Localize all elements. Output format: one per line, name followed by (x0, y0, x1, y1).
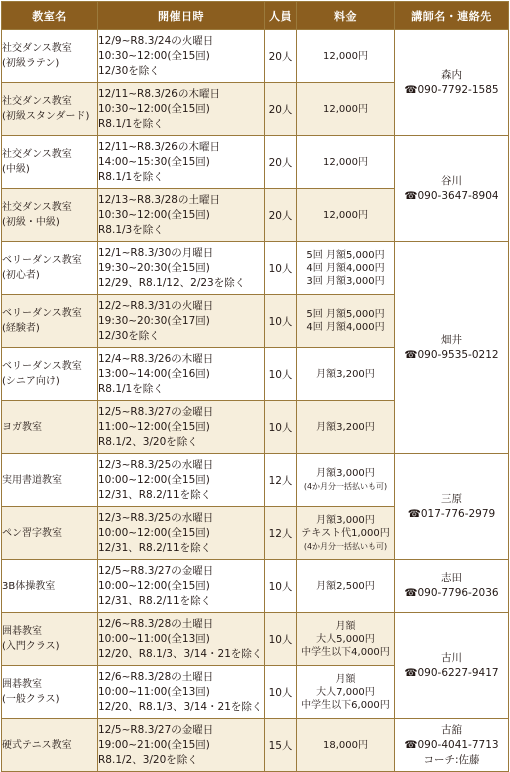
capacity-cell: 10人 (265, 401, 297, 454)
teacher-cell (395, 242, 509, 454)
schedule-line: 12/31、R8.2/11を除く (98, 541, 212, 554)
fee-cell (297, 136, 395, 189)
schedule-line: 12/6~R8.3/28の土曜日 (98, 670, 214, 683)
fee-cell (297, 613, 395, 666)
class-name-cell (2, 454, 98, 507)
table-row (2, 242, 509, 295)
capacity-cell: 15人 (265, 719, 297, 772)
schedule-line: R8.1/2、3/20を除く (98, 753, 198, 766)
schedule-line: 12/4~R8.3/26の木曜日 (98, 352, 214, 365)
class-name-cell (2, 348, 98, 401)
teacher-cell (395, 613, 509, 719)
class-name-cell (2, 719, 98, 772)
schedule-cell (98, 242, 265, 295)
fee-line: 月額2,500円 (316, 580, 375, 592)
class-name-cell (2, 136, 98, 189)
fee-cell (297, 454, 395, 507)
table-row (2, 454, 509, 507)
fee-cell (297, 83, 395, 136)
teacher-name: 志田 (441, 572, 462, 584)
schedule-line: 12/3~R8.3/25の水曜日 (98, 458, 214, 471)
class-name-cell (2, 507, 98, 560)
fee-line: 5回 月額5,000円 (306, 249, 385, 261)
fee-line: 12,000円 (323, 50, 368, 62)
teacher-name: 古舘 (441, 723, 462, 736)
schedule-line: R8.1/1を除く (98, 170, 164, 183)
schedule-line: 19:30~20:30(全15回) (98, 261, 210, 274)
fee-line: 月額3,000円 (316, 468, 375, 479)
teacher-name: 古川 (441, 651, 462, 664)
fee-line: 12,000円 (323, 103, 368, 115)
teacher-cell (395, 454, 509, 560)
schedule-line: 10:00~12:00(全15回) (98, 473, 210, 486)
fee-line: 中学生以下6,000円 (301, 699, 390, 711)
schedule-line: 10:00~11:00(全13回) (98, 685, 210, 698)
schedule-line: 19:30~20:30(全17回) (98, 314, 210, 327)
class-name-line: 3B体操教室 (2, 580, 56, 592)
table-header-row (2, 2, 509, 30)
class-name-line: (初級ラテン) (2, 58, 60, 69)
schedule-cell (98, 454, 265, 507)
header-teacher: 講師名・連絡先 (395, 2, 509, 30)
fee-cell (297, 507, 395, 560)
class-name-line: (シニア向け) (2, 376, 60, 387)
teacher-name: 畑井 (441, 333, 462, 346)
fee-line: 5回 月額5,000円 (306, 309, 385, 320)
teacher-cell (395, 136, 509, 242)
fee-cell (297, 30, 395, 83)
table-row (2, 719, 509, 772)
schedule-line: R8.1/2、3/20を除く (98, 435, 198, 448)
capacity-cell: 10人 (265, 613, 297, 666)
class-name-line: ベリーダンス教室 (2, 255, 82, 266)
class-name-line: ベリーダンス教室 (2, 361, 82, 372)
fee-line: 中学生以下4,000円 (301, 646, 390, 658)
teacher-phone[interactable]: ☎090-4041-7713 (404, 738, 499, 751)
fee-note: (4か月分一括払いも可) (303, 541, 388, 551)
schedule-line: 14:00~15:30(全15回) (98, 155, 210, 168)
fee-cell (297, 295, 395, 348)
schedule-cell (98, 30, 265, 83)
fee-line: 4回 月額4,000円 (306, 262, 385, 274)
fee-line: 月額3,200円 (316, 421, 375, 433)
fee-cell (297, 189, 395, 242)
capacity-cell: 12人 (265, 507, 297, 560)
class-name-line: (入門クラス) (2, 641, 60, 652)
class-name-cell (2, 613, 98, 666)
class-name-line: 社交ダンス教室 (2, 43, 72, 54)
class-name-cell (2, 401, 98, 454)
class-name-line: ペン習字教室 (2, 527, 62, 539)
teacher-cell (395, 719, 509, 772)
schedule-line: 10:00~11:00(全13回) (98, 632, 210, 645)
fee-cell (297, 560, 395, 613)
teacher-phone[interactable]: ☎090-9535-0212 (404, 348, 499, 361)
fee-line: 大人7,000円 (316, 686, 375, 698)
capacity-cell: 10人 (265, 666, 297, 719)
capacity-cell: 20人 (265, 83, 297, 136)
schedule-line: 10:00~12:00(全15回) (98, 526, 210, 539)
capacity-cell: 10人 (265, 560, 297, 613)
fee-line: 月額 (335, 620, 356, 632)
capacity-cell: 10人 (265, 348, 297, 401)
fee-line: 4回 月額4,000円 (306, 322, 385, 333)
schedule-line: 10:30~12:00(全15回) (98, 49, 210, 62)
schedule-line: 12/13~R8.3/28の土曜日 (98, 193, 220, 206)
class-name-line: 社交ダンス教室 (2, 96, 72, 107)
class-name-cell (2, 560, 98, 613)
schedule-line: 12/30を除く (98, 64, 160, 77)
schedule-line: 12/30を除く (98, 329, 160, 342)
class-name-cell (2, 295, 98, 348)
fee-line: 月額3,000円 (316, 514, 375, 526)
teacher-phone[interactable]: ☎090-3647-8904 (404, 189, 499, 202)
header-capacity: 人員 (265, 2, 297, 30)
schedule-line: 12/9~R8.3/24の火曜日 (98, 34, 214, 47)
fee-line: 3回 月額3,000円 (306, 275, 385, 287)
teacher-phone[interactable]: ☎090-7796-2036 (404, 587, 499, 599)
table-row (2, 560, 509, 613)
fee-line: 月額3,200円 (316, 368, 375, 380)
capacity-cell: 20人 (265, 30, 297, 83)
header-dates: 開催日時 (98, 2, 265, 30)
schedule-line: 12/5~R8.3/27の金曜日 (98, 564, 214, 577)
schedule-cell (98, 83, 265, 136)
schedule-cell (98, 507, 265, 560)
teacher-name: 谷川 (441, 174, 462, 187)
schedule-line: 13:00~14:00(全16回) (98, 367, 210, 380)
class-name-line: 実用書道教室 (2, 474, 62, 486)
schedule-line: 11:00~12:00(全15回) (98, 420, 210, 433)
class-name-line: (中級) (2, 164, 30, 175)
schedule-line: 12/20、R8.1/3、3/14・21を除く (98, 647, 263, 660)
capacity-cell: 10人 (265, 242, 297, 295)
class-name-line: (一般クラス) (2, 694, 60, 705)
fee-line: 18,000円 (323, 739, 368, 751)
class-name-line: ヨガ教室 (2, 421, 42, 433)
schedule-line: 12/6~R8.3/28の土曜日 (98, 617, 214, 630)
schedule-line: 10:30~12:00(全15回) (98, 208, 210, 221)
schedule-line: 12/5~R8.3/27の金曜日 (98, 405, 214, 418)
capacity-cell: 20人 (265, 189, 297, 242)
schedule-cell (98, 401, 265, 454)
schedule-cell (98, 136, 265, 189)
schedule-cell (98, 613, 265, 666)
schedule-line: 12/11~R8.3/26の木曜日 (98, 140, 220, 153)
fee-cell (297, 666, 395, 719)
capacity-cell: 20人 (265, 136, 297, 189)
teacher-phone[interactable]: ☎017-776-2979 (407, 507, 496, 520)
class-name-line: 囲碁教室 (2, 626, 42, 637)
class-name-line: (経験者) (2, 323, 40, 334)
fee-line: 12,000円 (323, 209, 368, 221)
schedule-line: 12/11~R8.3/26の木曜日 (98, 87, 220, 100)
fee-line: 月額 (335, 673, 356, 685)
class-name-cell (2, 83, 98, 136)
teacher-phone[interactable]: ☎090-6227-9417 (404, 666, 499, 679)
schedule-cell (98, 560, 265, 613)
schedule-line: 10:00~12:00(全15回) (98, 579, 210, 592)
class-name-line: (初級・中級) (2, 217, 60, 228)
teacher-cell (395, 30, 509, 136)
teacher-phone[interactable]: ☎090-7792-1585 (404, 83, 499, 96)
class-name-cell (2, 242, 98, 295)
schedule-cell (98, 719, 265, 772)
fee-line: テキスト代1,000円 (301, 527, 390, 539)
class-name-line: ベリーダンス教室 (2, 308, 82, 319)
class-name-cell (2, 30, 98, 83)
fee-cell (297, 719, 395, 772)
fee-line: 12,000円 (323, 156, 368, 168)
schedule-line: 12/1~R8.3/30の月曜日 (98, 246, 214, 259)
schedule-line: 19:00~21:00(全15回) (98, 738, 210, 751)
schedule-line: 12/31、R8.2/11を除く (98, 488, 212, 501)
teacher-cell (395, 560, 509, 613)
teacher-coach: コーチ:佐藤 (423, 753, 480, 766)
class-name-line: 社交ダンス教室 (2, 202, 72, 213)
fee-cell (297, 242, 395, 295)
header-class-name: 教室名 (2, 2, 98, 30)
schedule-cell (98, 348, 265, 401)
schedule-cell (98, 189, 265, 242)
fee-note: (4か月分一括払いも可) (303, 482, 388, 491)
class-name-line: 囲碁教室 (2, 679, 42, 690)
class-name-cell (2, 666, 98, 719)
schedule-line: 12/2~R8.3/31の火曜日 (98, 299, 214, 312)
class-name-line: (初級スタンダード) (2, 111, 90, 122)
header-fee: 料金 (297, 2, 395, 30)
fee-cell (297, 401, 395, 454)
class-schedule-table (1, 1, 509, 772)
schedule-line: 10:30~12:00(全15回) (98, 102, 210, 115)
schedule-line: 12/29、R8.1/12、2/23を除く (98, 276, 246, 289)
table-row (2, 30, 509, 83)
teacher-name: 森内 (441, 68, 462, 81)
schedule-cell (98, 666, 265, 719)
teacher-name: 三原 (441, 492, 462, 505)
class-name-line: (初心者) (2, 270, 40, 281)
capacity-cell: 10人 (265, 295, 297, 348)
schedule-line: 12/3~R8.3/25の水曜日 (98, 511, 214, 524)
schedule-line: 12/20、R8.1/3、3/14・21を除く (98, 700, 263, 713)
schedule-line: R8.1/3を除く (98, 223, 164, 236)
class-name-line: 硬式テニス教室 (2, 739, 72, 751)
table-row (2, 613, 509, 666)
fee-line: 大人5,000円 (316, 633, 375, 645)
fee-cell (297, 348, 395, 401)
schedule-line: 12/31、R8.2/11を除く (98, 594, 212, 607)
table-row (2, 136, 509, 189)
schedule-cell (98, 295, 265, 348)
schedule-line: 12/5~R8.3/27の金曜日 (98, 723, 214, 736)
capacity-cell: 12人 (265, 454, 297, 507)
schedule-line: R8.1/1を除く (98, 117, 164, 130)
class-name-cell (2, 189, 98, 242)
class-name-line: 社交ダンス教室 (2, 149, 72, 160)
schedule-line: R8.1/1を除く (98, 382, 164, 395)
